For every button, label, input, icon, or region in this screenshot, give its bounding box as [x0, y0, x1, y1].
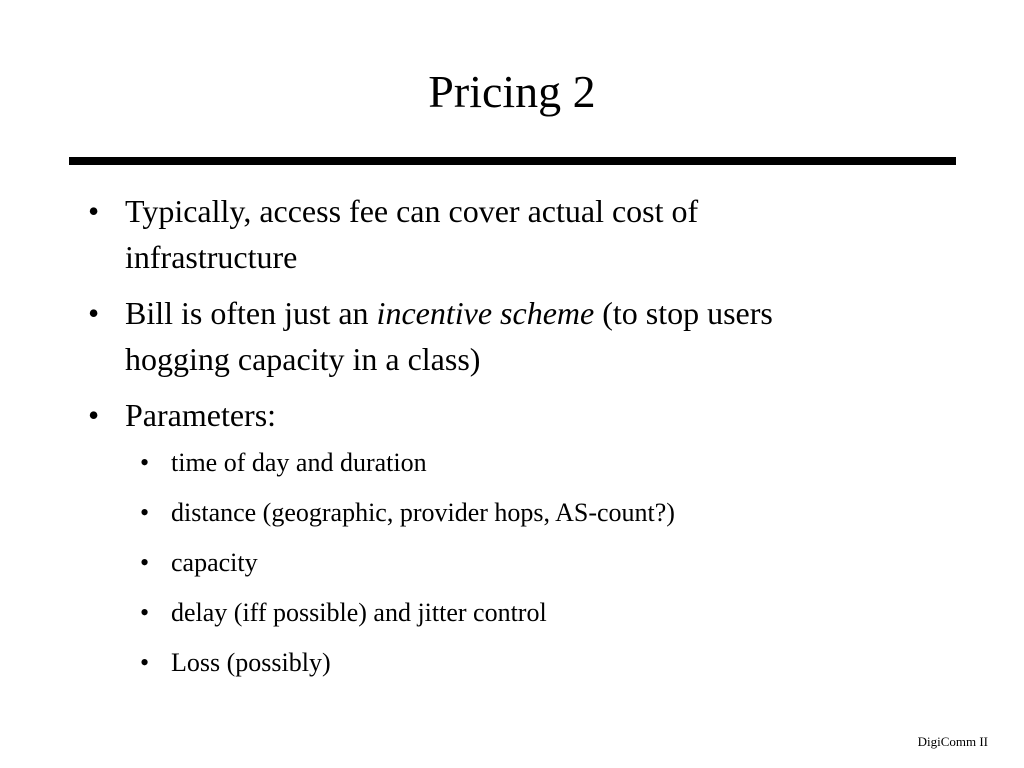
bullet-item: [0, 188, 865, 280]
sub-bullet-dot-icon: •: [140, 598, 150, 627]
bullet-dot-icon: •: [88, 295, 100, 331]
bullet-text: Typically, access fee can cover actual cost of infrastructure: [125, 193, 699, 275]
sub-bullet-item: [0, 596, 1024, 630]
sub-bullet-item: [0, 646, 1024, 680]
sub-bullet-item: [0, 496, 1024, 530]
bullet-list: [0, 188, 1024, 696]
bullet-item: [0, 392, 865, 438]
bullet-dot-icon: •: [88, 193, 100, 229]
bullet-dot-icon: •: [88, 397, 100, 433]
sub-bullet-text: capacity: [171, 548, 258, 577]
sub-bullet-text: Loss (possibly): [171, 648, 331, 677]
bullet-text-before: Bill is often just an: [125, 295, 377, 331]
bullet-text-italic: incentive scheme: [376, 295, 595, 331]
sub-bullet-text: delay (iff possible) and jitter control: [171, 598, 547, 627]
footer-text: DigiComm II: [917, 734, 988, 749]
sub-bullet-text: time of day and duration: [171, 448, 427, 477]
bullet-item: [0, 290, 865, 382]
bullet-text-after: (to stop users hogging capacity in a class): [125, 295, 773, 377]
sub-bullet-dot-icon: •: [140, 448, 150, 477]
sub-bullet-item: [0, 446, 1024, 480]
bullet-text: Parameters:: [125, 397, 277, 433]
sub-bullet-dot-icon: •: [140, 648, 150, 677]
sub-bullet-item: [0, 546, 1024, 580]
slide-title: Pricing 2: [428, 66, 596, 117]
sub-bullet-dot-icon: •: [140, 498, 150, 527]
sub-bullet-text: distance (geographic, provider hops, AS-count?): [171, 498, 675, 527]
sub-bullet-dot-icon: •: [140, 548, 150, 577]
title-divider: [69, 157, 956, 165]
